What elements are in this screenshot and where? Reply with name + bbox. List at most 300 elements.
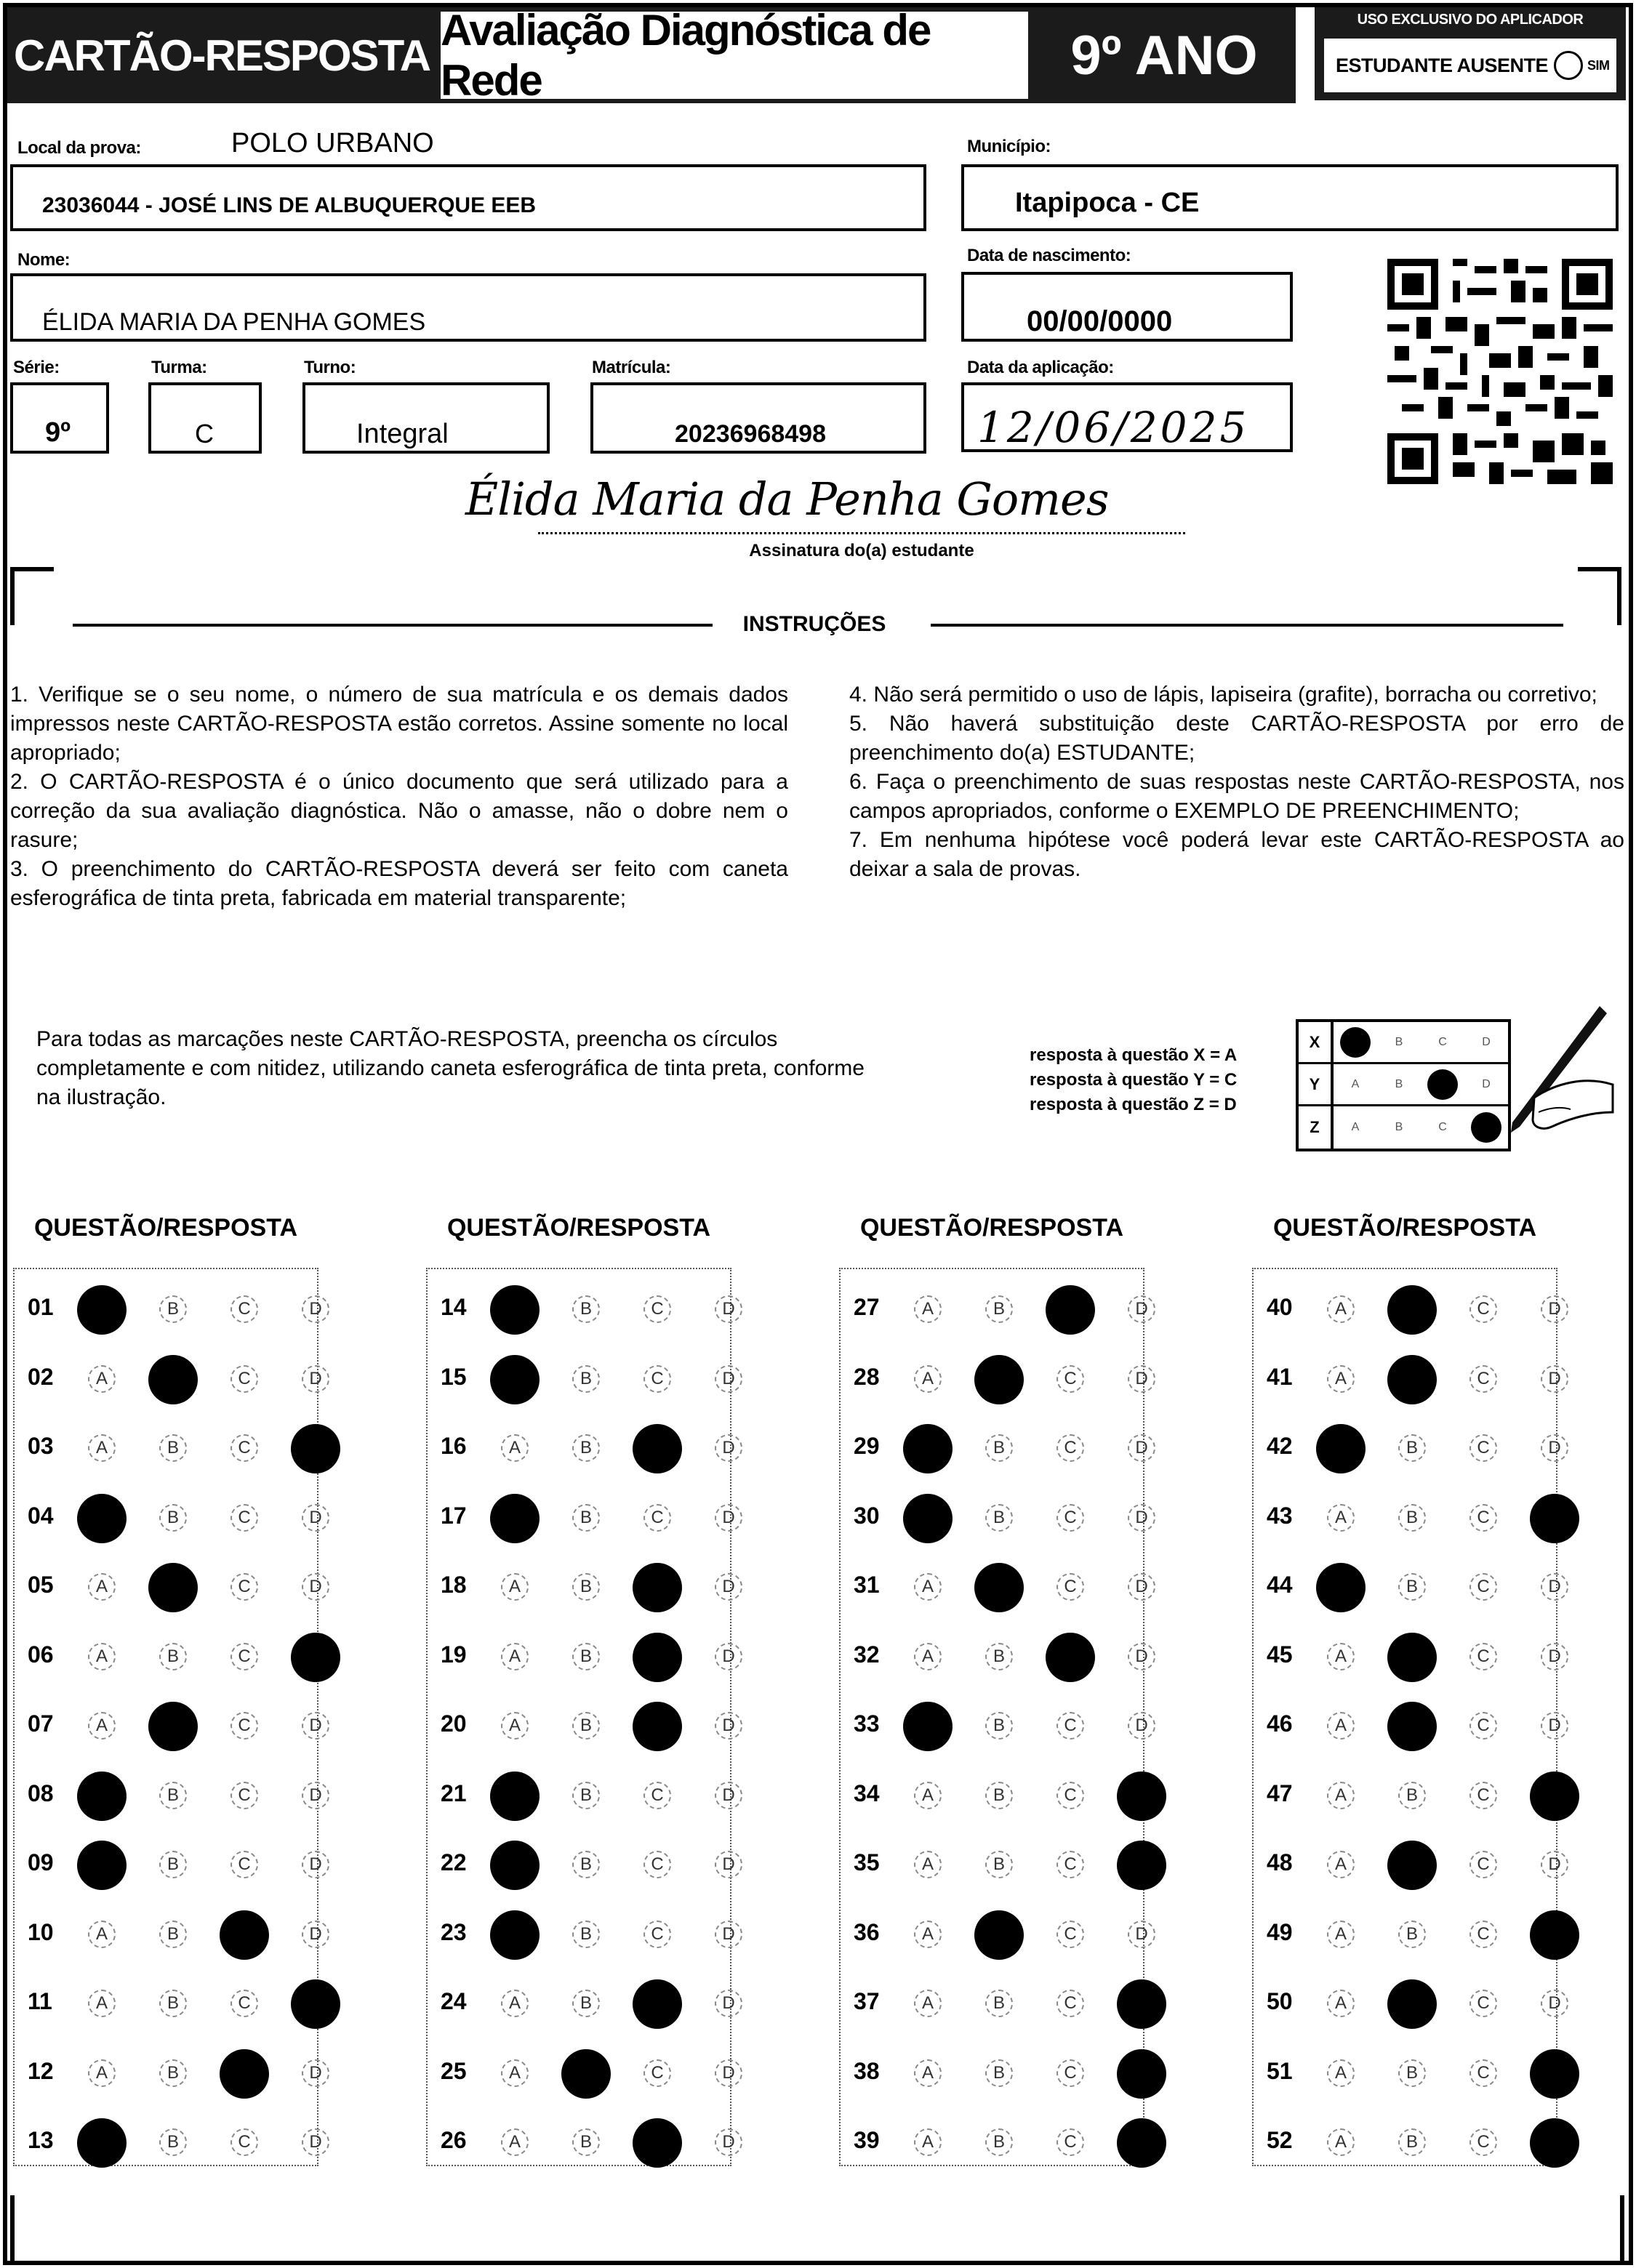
answer-bubble[interactable]: D — [1128, 1504, 1155, 1532]
answer-bubble-filled[interactable] — [1530, 1910, 1579, 1960]
column-title: QUESTÃO/RESPOSTA — [859, 1214, 1124, 1242]
answer-bubble[interactable]: A — [914, 2059, 942, 2087]
answer-bubble[interactable]: A — [1327, 1990, 1355, 2017]
answer-bubble[interactable]: A — [1327, 1921, 1355, 1948]
example-cell: D — [1482, 1035, 1491, 1048]
answer-bubble-filled[interactable] — [148, 1702, 198, 1751]
question-row — [1254, 1966, 1559, 2036]
absent-student-box — [1322, 36, 1619, 94]
answer-bubble[interactable]: D — [1128, 1573, 1155, 1601]
question-row — [428, 1620, 733, 1689]
answer-bubble[interactable]: C — [643, 1851, 671, 1878]
answer-bubble-filled[interactable] — [1117, 1979, 1166, 2029]
answer-column — [839, 1268, 1148, 2166]
question-row — [15, 1966, 320, 2036]
question-row — [428, 1411, 733, 1481]
answer-bubble-filled[interactable] — [1316, 1424, 1366, 1473]
answer-bubble[interactable]: C — [1469, 1990, 1497, 2017]
column-title: QUESTÃO/RESPOSTA — [446, 1214, 711, 1242]
answer-bubble[interactable]: D — [1541, 1295, 1568, 1323]
answer-bubble[interactable]: D — [302, 1921, 329, 1948]
answer-bubble[interactable]: A — [1327, 1295, 1355, 1323]
answer-bubble[interactable]: B — [572, 1365, 600, 1393]
answer-bubble-filled[interactable] — [1387, 1979, 1437, 2029]
question-number: 38 — [854, 2057, 880, 2084]
question-number: 15 — [441, 1363, 467, 1390]
answer-bubble[interactable]: A — [1327, 1851, 1355, 1878]
answer-bubble[interactable]: D — [302, 2128, 329, 2156]
answer-bubble[interactable]: D — [1541, 1712, 1568, 1740]
example-row — [1299, 1064, 1508, 1106]
answer-bubble-filled[interactable] — [77, 1285, 127, 1335]
answer-bubble-filled[interactable] — [903, 1702, 953, 1751]
question-number: 26 — [441, 2127, 467, 2153]
answer-bubble[interactable]: C — [1469, 1504, 1497, 1532]
answer-bubble[interactable]: A — [914, 1782, 942, 1809]
answer-bubble-filled[interactable] — [633, 1702, 682, 1751]
answer-bubble[interactable]: D — [1541, 1365, 1568, 1393]
answer-bubble[interactable]: D — [302, 2059, 329, 2087]
answer-bubble[interactable]: C — [643, 1365, 671, 1393]
question-row — [428, 1689, 733, 1758]
answer-bubble-filled[interactable] — [903, 1424, 953, 1473]
answer-bubble-filled[interactable] — [1387, 1285, 1437, 1335]
answer-bubble[interactable]: B — [159, 1434, 187, 1462]
column-title: QUESTÃO/RESPOSTA — [33, 1214, 298, 1242]
answer-column — [426, 1268, 735, 2166]
answer-bubble[interactable]: C — [230, 1434, 258, 1462]
turma-label: Turma: — [151, 358, 207, 377]
answer-bubble[interactable]: C — [1056, 2128, 1084, 2156]
answer-bubble-filled[interactable] — [633, 1563, 682, 1612]
answer-bubble[interactable]: C — [230, 1782, 258, 1809]
answer-bubble-filled[interactable] — [1046, 1285, 1095, 1335]
answer-bubble[interactable]: D — [1128, 1643, 1155, 1670]
answer-bubble-filled[interactable] — [220, 1910, 269, 1960]
answer-bubble[interactable]: A — [914, 2128, 942, 2156]
question-number: 17 — [441, 1502, 467, 1529]
answer-bubble[interactable]: D — [715, 2128, 742, 2156]
answer-bubble[interactable]: C — [1469, 2128, 1497, 2156]
question-row — [428, 1966, 733, 2036]
answer-bubble-filled[interactable] — [220, 2049, 269, 2099]
question-row — [1254, 1897, 1559, 1967]
answer-bubble[interactable]: D — [1541, 1573, 1568, 1601]
fill-example-grid — [1296, 1019, 1511, 1151]
answer-bubble[interactable]: B — [572, 1990, 600, 2017]
question-row — [428, 2036, 733, 2106]
answer-bubble[interactable]: B — [159, 2128, 187, 2156]
question-number: 22 — [441, 1849, 467, 1875]
answer-bubble[interactable]: C — [1056, 2059, 1084, 2087]
example-cell: B — [1395, 1035, 1403, 1048]
answer-bubble-filled[interactable] — [974, 1355, 1024, 1404]
answer-bubble[interactable]: A — [914, 1295, 942, 1323]
answer-bubble[interactable]: D — [302, 1365, 329, 1393]
answer-bubble[interactable]: C — [1469, 1295, 1497, 1323]
question-row — [1254, 1342, 1559, 1412]
answer-bubble[interactable]: B — [1398, 1434, 1426, 1462]
answer-bubble[interactable]: D — [1541, 1434, 1568, 1462]
instruction-4: 4. Não será permitido o uso de lápis, lapiseira (grafite), borracha ou corretivo; — [849, 683, 1597, 707]
answer-bubble[interactable]: D — [715, 1434, 742, 1462]
answer-bubble[interactable]: C — [230, 1851, 258, 1878]
answer-bubble-filled[interactable] — [1117, 2049, 1166, 2099]
answer-bubble[interactable]: B — [572, 1921, 600, 1948]
question-row — [1254, 1272, 1559, 1342]
answer-bubble[interactable]: D — [302, 1782, 329, 1809]
answer-bubble[interactable]: A — [88, 1990, 116, 2017]
answer-bubble[interactable]: B — [159, 1295, 187, 1323]
answer-bubble[interactable]: C — [1056, 1712, 1084, 1740]
answer-bubble-filled[interactable] — [490, 1285, 540, 1335]
answer-bubble[interactable]: B — [1398, 1573, 1426, 1601]
answer-bubble[interactable]: B — [1398, 2128, 1426, 2156]
answer-bubble-filled[interactable] — [633, 2118, 682, 2168]
question-number: 50 — [1267, 1988, 1293, 2014]
answer-bubble[interactable]: D — [715, 1504, 742, 1532]
answer-bubble[interactable]: D — [715, 1851, 742, 1878]
question-row — [15, 1758, 320, 1828]
answer-bubble[interactable]: D — [302, 1504, 329, 1532]
answer-bubble[interactable]: C — [230, 1643, 258, 1670]
example-row — [1299, 1022, 1508, 1064]
answer-bubble[interactable]: C — [1469, 1434, 1497, 1462]
answer-bubble[interactable]: A — [1327, 1782, 1355, 1809]
answer-bubble[interactable]: C — [1056, 1782, 1084, 1809]
instruction-7: 7. Em nenhuma hipótese você poderá levar este CARTÃO-RESPOSTA ao deixar a sala de provas. — [849, 828, 1624, 881]
answer-bubble-filled[interactable] — [490, 1910, 540, 1960]
question-number: 40 — [1267, 1294, 1293, 1320]
answer-bubble-filled[interactable] — [1046, 1633, 1095, 1682]
answer-bubble-filled[interactable] — [77, 1772, 127, 1821]
question-row — [15, 1827, 320, 1897]
answer-bubble[interactable]: A — [1327, 2059, 1355, 2087]
answer-bubble-filled[interactable] — [1117, 1772, 1166, 1821]
answer-bubble[interactable]: A — [88, 1573, 116, 1601]
answer-bubble-filled[interactable] — [1117, 1841, 1166, 1890]
answer-bubble[interactable]: D — [715, 1573, 742, 1601]
answer-bubble[interactable]: C — [230, 1573, 258, 1601]
answer-bubble[interactable]: C — [643, 1295, 671, 1323]
answer-bubble[interactable]: C — [230, 1712, 258, 1740]
answer-bubble[interactable]: C — [230, 1365, 258, 1393]
answer-bubble-filled[interactable] — [490, 1494, 540, 1543]
answer-bubble[interactable]: C — [643, 1504, 671, 1532]
answer-bubble-filled[interactable] — [77, 1841, 127, 1890]
question-row — [15, 2036, 320, 2106]
question-number: 25 — [441, 2057, 467, 2084]
answer-bubble-filled[interactable] — [974, 1910, 1024, 1960]
answer-bubble-filled[interactable] — [633, 1424, 682, 1473]
answer-bubble[interactable]: D — [1128, 1434, 1155, 1462]
answer-bubble-filled[interactable] — [77, 2118, 127, 2168]
answer-bubble[interactable]: D — [1541, 1643, 1568, 1670]
answer-bubble-filled[interactable] — [490, 1355, 540, 1404]
question-number: 41 — [1267, 1363, 1293, 1390]
answer-bubble[interactable]: C — [1469, 1782, 1497, 1809]
fill-instructions: Para todas as marcações neste CARTÃO-RESPOSTA, preencha os círculos completamente e com nitidez, utilizando caneta esferográfica de tinta preta, conforme na ilustração. — [36, 1027, 865, 1109]
answer-bubble[interactable]: C — [643, 1921, 671, 1948]
answer-bubble-filled[interactable] — [490, 1841, 540, 1890]
absent-bubble[interactable] — [1554, 51, 1583, 80]
answer-bubble[interactable]: C — [1469, 1643, 1497, 1670]
question-row — [841, 1411, 1146, 1481]
answer-bubble[interactable]: A — [914, 1573, 942, 1601]
answer-bubble[interactable]: A — [88, 1643, 116, 1670]
answer-bubble[interactable]: C — [1469, 1921, 1497, 1948]
question-row — [15, 2105, 320, 2175]
serie-label: Série: — [13, 358, 60, 377]
answer-bubble[interactable]: C — [1056, 1990, 1084, 2017]
answer-bubble[interactable]: B — [1398, 1782, 1426, 1809]
answer-bubble[interactable]: D — [302, 1712, 329, 1740]
answer-bubble[interactable]: C — [1469, 1365, 1497, 1393]
example-label-x: resposta à questão X = A — [1030, 1045, 1238, 1065]
answer-bubble[interactable]: B — [572, 1295, 600, 1323]
answer-bubble-filled[interactable] — [633, 1979, 682, 2029]
question-row — [428, 1481, 733, 1551]
answer-bubble[interactable]: D — [1128, 1712, 1155, 1740]
answer-bubble[interactable]: D — [715, 1365, 742, 1393]
local-label: Local da prova: — [17, 138, 141, 158]
answer-bubble[interactable]: C — [1469, 1712, 1497, 1740]
answer-bubble-filled[interactable] — [77, 1494, 127, 1543]
answer-bubble-filled[interactable] — [1387, 1702, 1437, 1751]
answer-bubble[interactable]: D — [302, 1573, 329, 1601]
example-question-label: X — [1299, 1022, 1334, 1062]
answer-bubble[interactable]: B — [1398, 1921, 1426, 1948]
answer-bubble[interactable]: B — [985, 1851, 1013, 1878]
answer-bubble[interactable]: D — [715, 1921, 742, 1948]
question-row — [1254, 1689, 1559, 1758]
answer-bubble[interactable]: C — [1056, 1365, 1084, 1393]
answer-bubble[interactable]: D — [1541, 1990, 1568, 2017]
answer-bubble[interactable]: B — [159, 1921, 187, 1948]
answer-bubble[interactable]: B — [159, 2059, 187, 2087]
example-cell: D — [1482, 1077, 1491, 1090]
answer-bubble[interactable]: C — [230, 1990, 258, 2017]
question-number: 48 — [1267, 1849, 1293, 1875]
answer-bubble-filled[interactable] — [1387, 1633, 1437, 1682]
answer-bubble[interactable]: A — [1327, 1712, 1355, 1740]
example-question-label: Z — [1299, 1106, 1334, 1149]
answer-bubble[interactable]: A — [914, 1990, 942, 2017]
answer-bubble[interactable]: B — [159, 1851, 187, 1878]
answer-bubble[interactable]: C — [1056, 1573, 1084, 1601]
answer-bubble[interactable]: B — [159, 1782, 187, 1809]
answer-bubble-filled[interactable] — [633, 1633, 682, 1682]
answer-bubble[interactable]: B — [985, 1434, 1013, 1462]
answer-bubble[interactable]: C — [230, 1295, 258, 1323]
answer-bubble-filled[interactable] — [291, 1424, 340, 1473]
answer-bubble[interactable]: B — [572, 1573, 600, 1601]
question-number: 43 — [1267, 1502, 1293, 1529]
answer-bubble[interactable]: A — [914, 1851, 942, 1878]
question-row — [841, 1758, 1146, 1828]
question-row — [428, 1550, 733, 1620]
answer-bubble[interactable]: B — [572, 1712, 600, 1740]
answer-bubble-filled[interactable] — [1530, 1494, 1579, 1543]
answer-bubble[interactable]: B — [1398, 1504, 1426, 1532]
answer-bubble-filled[interactable] — [1530, 1772, 1579, 1821]
answer-bubble-filled[interactable] — [291, 1979, 340, 2029]
answer-bubble-filled[interactable] — [490, 1772, 540, 1821]
answer-bubble[interactable]: C — [1056, 1434, 1084, 1462]
question-number: 31 — [854, 1572, 880, 1598]
answer-bubble-filled[interactable] — [974, 1563, 1024, 1612]
answer-bubble-filled[interactable] — [1117, 2118, 1166, 2168]
answer-bubble-filled[interactable] — [291, 1633, 340, 1682]
answer-bubble[interactable]: A — [501, 2059, 529, 2087]
answer-bubble[interactable]: D — [715, 1295, 742, 1323]
question-number: 12 — [28, 2057, 54, 2084]
answer-bubble-filled[interactable] — [561, 2049, 611, 2099]
municipio-value: Itapipoca - CE — [1015, 188, 1200, 218]
column-title: QUESTÃO/RESPOSTA — [1272, 1214, 1537, 1242]
question-number: 45 — [1267, 1641, 1293, 1668]
answer-bubble[interactable]: B — [572, 2128, 600, 2156]
answer-bubble[interactable]: C — [1469, 1573, 1497, 1601]
answer-bubble[interactable]: B — [985, 1712, 1013, 1740]
example-labels — [1030, 1043, 1237, 1117]
answer-bubble[interactable]: C — [1056, 1504, 1084, 1532]
answer-bubble[interactable]: C — [1469, 1851, 1497, 1878]
answer-bubble[interactable]: B — [1398, 2059, 1426, 2087]
aplicacao-label: Data da aplicação: — [967, 358, 1114, 377]
question-number: 29 — [854, 1433, 880, 1459]
corner-top-right — [1578, 567, 1621, 625]
question-number: 07 — [28, 1710, 54, 1737]
answer-bubble[interactable]: B — [985, 2059, 1013, 2087]
answer-bubble[interactable]: A — [88, 1365, 116, 1393]
example-row — [1299, 1106, 1508, 1149]
question-number: 46 — [1267, 1710, 1293, 1737]
evaluation-title: Avaliação Diagnóstica de Rede — [436, 7, 1032, 103]
answer-bubble[interactable]: D — [715, 1712, 742, 1740]
question-row — [428, 2105, 733, 2175]
question-number: 08 — [28, 1780, 54, 1806]
answer-bubble-filled[interactable] — [148, 1563, 198, 1612]
answer-bubble[interactable]: A — [88, 1921, 116, 1948]
answer-bubble[interactable]: D — [1541, 1851, 1568, 1878]
answer-bubble[interactable]: A — [1327, 1643, 1355, 1670]
answer-bubble[interactable]: C — [1056, 1851, 1084, 1878]
signature-line — [538, 532, 1185, 534]
question-number: 06 — [28, 1641, 54, 1668]
answer-bubble[interactable]: D — [1128, 1921, 1155, 1948]
question-row — [841, 1897, 1146, 1967]
turno-field — [302, 382, 550, 454]
answer-bubble[interactable]: B — [985, 1990, 1013, 2017]
answer-bubble[interactable]: C — [230, 2128, 258, 2156]
answer-bubble[interactable]: B — [572, 1434, 600, 1462]
answer-bubble[interactable]: A — [88, 1434, 116, 1462]
answer-bubble[interactable]: A — [501, 1990, 529, 2017]
answer-bubble[interactable]: C — [1469, 2059, 1497, 2087]
answer-bubble[interactable]: A — [1327, 1504, 1355, 1532]
answer-bubble[interactable]: B — [159, 1643, 187, 1670]
answer-bubble[interactable]: B — [572, 1851, 600, 1878]
answer-bubble[interactable]: A — [88, 1712, 116, 1740]
answer-bubble[interactable]: B — [572, 1782, 600, 1809]
instruction-2: 2. O CARTÃO-RESPOSTA é o único documento que será utilizado para a correção da sua avaliação diagnóstica. Não o amasse, não o dobre nem o rasure; — [10, 770, 788, 852]
answer-bubble-filled[interactable] — [1530, 2118, 1579, 2168]
answer-bubble[interactable]: D — [715, 1990, 742, 2017]
school-field — [10, 164, 926, 231]
answer-bubble[interactable]: B — [985, 1295, 1013, 1323]
answer-bubble[interactable]: A — [914, 1365, 942, 1393]
answer-bubble[interactable]: A — [1327, 1365, 1355, 1393]
question-number: 05 — [28, 1572, 54, 1598]
answer-bubble[interactable]: A — [501, 1643, 529, 1670]
answer-bubble[interactable]: A — [501, 1573, 529, 1601]
question-row — [428, 1342, 733, 1412]
example-label-y: resposta à questão Y = C — [1030, 1070, 1238, 1090]
question-row — [841, 1966, 1146, 2036]
question-row — [841, 1620, 1146, 1689]
answer-bubble[interactable]: A — [914, 1921, 942, 1948]
question-number: 34 — [854, 1780, 880, 1806]
answer-bubble-filled[interactable] — [148, 1355, 198, 1404]
example-cell-filled — [1334, 1022, 1377, 1062]
aplicacao-field — [961, 382, 1293, 452]
answer-bubble[interactable]: A — [501, 1434, 529, 1462]
answer-bubble-filled[interactable] — [1387, 1355, 1437, 1404]
answer-bubble[interactable]: B — [985, 1643, 1013, 1670]
answer-bubble[interactable]: C — [230, 1504, 258, 1532]
instruction-3: 3. O preenchimento do CARTÃO-RESPOSTA deverá ser feito com caneta esferográfica de tinta preta, fabricada em material transparente; — [10, 857, 788, 910]
question-row — [841, 1342, 1146, 1412]
answer-bubble-filled[interactable] — [1316, 1563, 1366, 1612]
answer-bubble[interactable]: D — [1128, 1365, 1155, 1393]
answer-bubble[interactable]: D — [302, 1295, 329, 1323]
answer-bubble[interactable]: D — [302, 1851, 329, 1878]
answer-bubble-filled[interactable] — [903, 1494, 953, 1543]
answer-bubble[interactable]: B — [159, 1990, 187, 2017]
answer-bubble[interactable]: A — [501, 1712, 529, 1740]
question-row — [15, 1897, 320, 1967]
serie-field — [10, 382, 109, 454]
answer-bubble[interactable]: B — [985, 1504, 1013, 1532]
answer-bubble[interactable]: B — [159, 1504, 187, 1532]
answer-bubble-filled[interactable] — [1530, 2049, 1579, 2099]
question-row — [428, 1758, 733, 1828]
question-number: 24 — [441, 1988, 467, 2014]
question-number: 18 — [441, 1572, 467, 1598]
answer-bubble[interactable]: D — [1128, 1295, 1155, 1323]
answer-bubble[interactable]: D — [715, 1643, 742, 1670]
answer-bubble[interactable]: C — [643, 1782, 671, 1809]
student-signature: Élida Maria da Penha Gomes — [465, 472, 1109, 526]
answer-bubble[interactable]: B — [572, 1643, 600, 1670]
answer-bubble[interactable]: C — [1056, 1921, 1084, 1948]
answer-bubble[interactable]: B — [572, 1504, 600, 1532]
question-number: 51 — [1267, 2057, 1293, 2084]
answer-bubble-filled[interactable] — [1387, 1841, 1437, 1890]
answer-bubble[interactable]: C — [643, 2059, 671, 2087]
answer-bubble[interactable]: B — [985, 2128, 1013, 2156]
answer-bubble[interactable]: A — [914, 1643, 942, 1670]
question-number: 09 — [28, 1849, 54, 1875]
answer-bubble[interactable]: A — [1327, 2128, 1355, 2156]
answer-bubble[interactable]: D — [715, 1782, 742, 1809]
answer-bubble[interactable]: A — [501, 2128, 529, 2156]
question-number: 52 — [1267, 2127, 1293, 2153]
answer-bubble[interactable]: D — [715, 2059, 742, 2087]
answer-bubble[interactable]: B — [985, 1782, 1013, 1809]
answer-bubble[interactable]: A — [88, 2059, 116, 2087]
